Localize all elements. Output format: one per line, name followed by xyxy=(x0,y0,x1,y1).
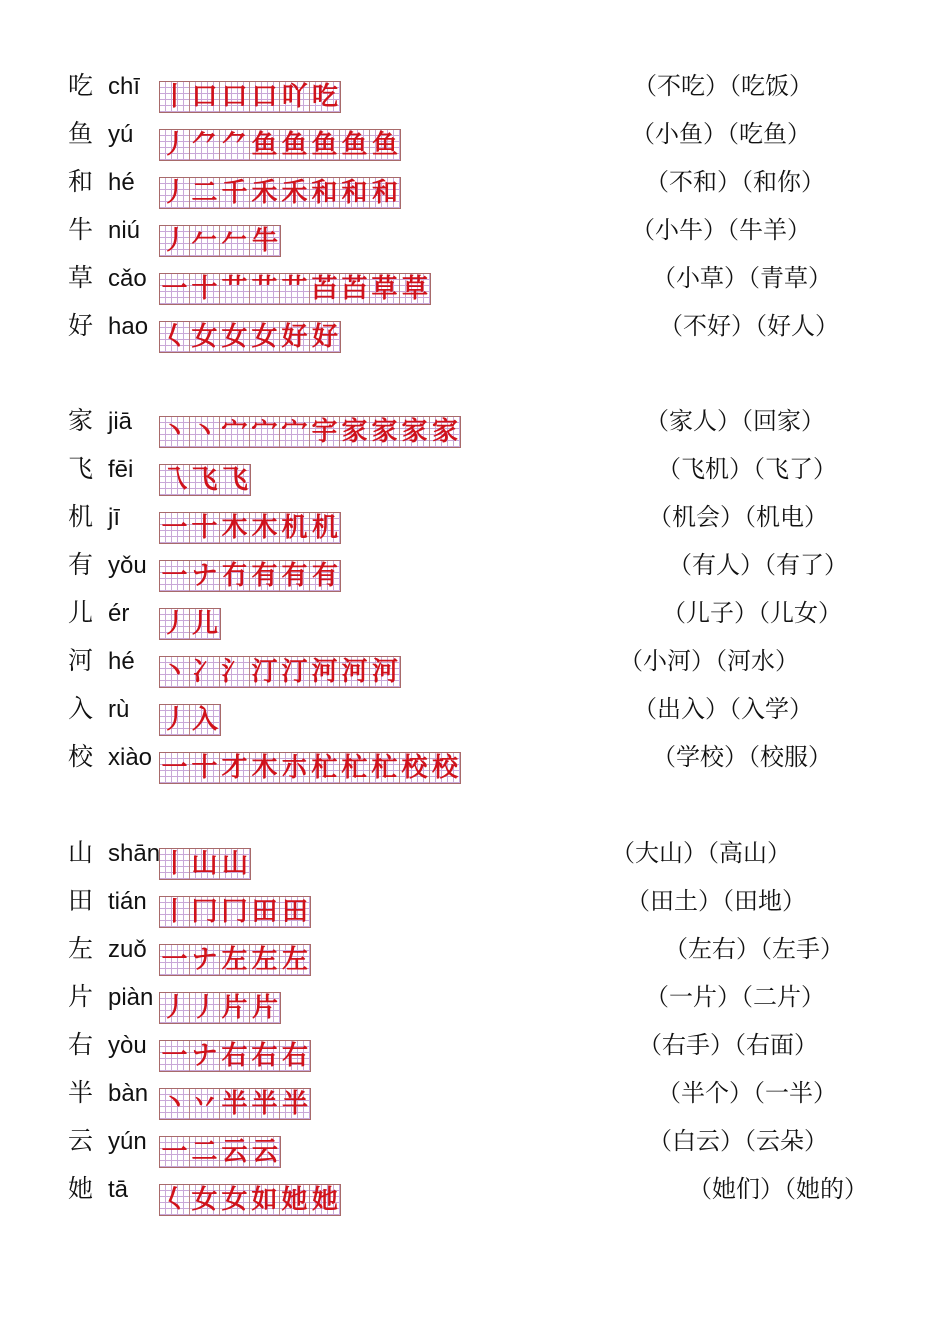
stroke-step: 好 xyxy=(280,322,310,352)
example-words: （她们）（她的） xyxy=(688,1175,868,1203)
stroke-step: 和 xyxy=(340,178,370,208)
character-row xyxy=(0,1077,950,1125)
stroke-step: 丿 xyxy=(160,993,190,1023)
character-row xyxy=(0,262,950,310)
stroke-step: 苩 xyxy=(340,274,370,304)
stroke-order-grid xyxy=(159,896,311,928)
stroke-order-grid xyxy=(159,560,341,592)
character-row xyxy=(0,166,950,214)
stroke-step: 杧 xyxy=(340,753,370,783)
stroke-step: 木 xyxy=(220,513,250,543)
character: 云 xyxy=(68,1126,94,1155)
character-row xyxy=(0,1173,950,1221)
stroke-step: 乁 xyxy=(160,465,190,495)
stroke-step: 口 xyxy=(220,82,250,112)
stroke-order-grid xyxy=(159,992,281,1024)
character: 吃 xyxy=(68,71,94,100)
stroke-step: 家 xyxy=(340,417,370,447)
character: 家 xyxy=(68,406,94,435)
stroke-order-grid xyxy=(159,848,251,880)
character-row xyxy=(0,549,950,597)
stroke-step: 如 xyxy=(250,1185,280,1215)
character: 她 xyxy=(68,1174,94,1203)
stroke-step: 鱼 xyxy=(280,130,310,160)
stroke-step: 丿 xyxy=(160,226,190,256)
stroke-step: 她 xyxy=(280,1185,310,1215)
stroke-step: 右 xyxy=(250,1041,280,1071)
stroke-order-grid xyxy=(159,512,341,544)
stroke-order-grid xyxy=(159,752,461,784)
stroke-step: 冂 xyxy=(220,897,250,927)
stroke-step: 山 xyxy=(221,849,248,879)
stroke-step: 一 xyxy=(160,1137,190,1167)
stroke-step: 一 xyxy=(160,274,190,304)
character-group xyxy=(0,70,950,358)
stroke-step: 片 xyxy=(220,993,250,1023)
stroke-step: 草 xyxy=(370,274,400,304)
example-words: （不和）（和你） xyxy=(645,168,825,196)
example-words: （出入）（入学） xyxy=(633,695,813,723)
example-words: （半个）（一半） xyxy=(657,1079,837,1107)
stroke-order-grid xyxy=(159,944,311,976)
stroke-order-grid xyxy=(159,225,281,257)
stroke-step: 丿 xyxy=(160,705,190,735)
pinyin: yún xyxy=(108,1128,147,1155)
stroke-step: 女 xyxy=(220,1185,250,1215)
example-words: （田土）（田地） xyxy=(626,887,806,915)
character-row xyxy=(0,501,950,549)
stroke-step: 汀 xyxy=(250,657,280,687)
stroke-step: 鱼 xyxy=(371,130,398,160)
stroke-order-grid xyxy=(159,608,221,640)
stroke-order-grid xyxy=(159,177,401,209)
stroke-step: 半 xyxy=(250,1089,280,1119)
stroke-step: 千 xyxy=(220,178,250,208)
pinyin: shān xyxy=(108,840,161,867)
example-words: （有人）（有了） xyxy=(668,551,848,579)
stroke-order-grid xyxy=(159,1136,281,1168)
stroke-step: ナ xyxy=(190,945,220,975)
stroke-step: 丨 xyxy=(160,82,190,112)
pinyin: tián xyxy=(108,888,147,915)
stroke-step: 鱼 xyxy=(340,130,370,160)
character-row xyxy=(0,310,950,358)
character-row xyxy=(0,1029,950,1077)
stroke-step: 丨 xyxy=(160,897,190,927)
stroke-step: 云 xyxy=(220,1137,250,1167)
stroke-step: 𠂉 xyxy=(220,226,250,256)
stroke-step: 丿 xyxy=(160,178,190,208)
stroke-step: 吃 xyxy=(311,82,338,112)
pinyin: rù xyxy=(108,696,130,723)
example-words: （学校）（校服） xyxy=(652,743,832,771)
character-row xyxy=(0,933,950,981)
character: 机 xyxy=(68,502,94,531)
character: 鱼 xyxy=(68,119,94,148)
stroke-step: 艹 xyxy=(280,274,310,304)
example-words: （小草）（青草） xyxy=(652,264,832,292)
stroke-step: ナ xyxy=(190,1041,220,1071)
stroke-step: 半 xyxy=(281,1089,308,1119)
character: 牛 xyxy=(68,215,94,244)
character-row xyxy=(0,118,950,166)
stroke-order-grid xyxy=(159,464,251,496)
stroke-step: 宀 xyxy=(280,417,310,447)
stroke-step: 家 xyxy=(370,417,400,447)
stroke-step: 吖 xyxy=(280,82,310,112)
stroke-step: 杧 xyxy=(310,753,340,783)
stroke-step: 口 xyxy=(250,82,280,112)
stroke-step: 校 xyxy=(400,753,430,783)
stroke-step: 杧 xyxy=(370,753,400,783)
example-words: （家人）（回家） xyxy=(645,407,825,435)
stroke-order-grid xyxy=(159,656,401,688)
stroke-step: 丿 xyxy=(190,993,220,1023)
stroke-step: 田 xyxy=(281,897,308,927)
stroke-step: 草 xyxy=(401,274,428,304)
character: 半 xyxy=(68,1078,94,1107)
stroke-step: 宇 xyxy=(310,417,340,447)
pinyin: cǎo xyxy=(108,265,147,292)
stroke-step: 一 xyxy=(160,1041,190,1071)
character-row xyxy=(0,837,950,885)
character: 好 xyxy=(68,311,94,340)
character: 山 xyxy=(68,838,94,867)
character: 有 xyxy=(68,550,94,579)
stroke-order-grid xyxy=(159,704,221,736)
character-row xyxy=(0,1125,950,1173)
stroke-step: 丿 xyxy=(160,130,190,160)
stroke-step: 丶 xyxy=(190,417,220,447)
character: 田 xyxy=(68,886,94,915)
example-words: （机会）（机电） xyxy=(648,503,828,531)
character: 入 xyxy=(68,694,94,723)
stroke-step: ナ xyxy=(190,561,220,591)
stroke-step: 二 xyxy=(190,1137,220,1167)
example-words: （小河）（河水） xyxy=(619,647,799,675)
stroke-step: 飞 xyxy=(221,465,248,495)
stroke-step: 云 xyxy=(251,1137,278,1167)
pinyin: hé xyxy=(108,648,135,675)
pinyin: yú xyxy=(108,121,134,148)
stroke-step: 一 xyxy=(160,753,190,783)
stroke-step: 左 xyxy=(250,945,280,975)
stroke-step: 女 xyxy=(190,1185,220,1215)
stroke-step: 河 xyxy=(310,657,340,687)
example-words: （飞机）（飞了） xyxy=(657,455,837,483)
stroke-step: 𡿨 xyxy=(160,1185,190,1215)
stroke-step: 家 xyxy=(431,417,458,447)
stroke-step: 才 xyxy=(220,753,250,783)
stroke-step: 和 xyxy=(371,178,398,208)
stroke-step: 二 xyxy=(190,178,220,208)
stroke-step: 宀 xyxy=(220,417,250,447)
stroke-step: 左 xyxy=(220,945,250,975)
example-words: （一片）（二片） xyxy=(645,983,825,1011)
stroke-order-grid xyxy=(159,321,341,353)
stroke-step: 冫 xyxy=(190,657,220,687)
character-row xyxy=(0,214,950,262)
example-words: （右手）（右面） xyxy=(638,1031,818,1059)
pinyin: xiào xyxy=(108,744,153,771)
pinyin: tā xyxy=(108,1176,129,1203)
stroke-step: 冂 xyxy=(190,897,220,927)
stroke-step: 艹 xyxy=(220,274,250,304)
stroke-step: 她 xyxy=(311,1185,338,1215)
stroke-step: 丶 xyxy=(160,417,190,447)
stroke-step: 女 xyxy=(250,322,280,352)
stroke-step: 右 xyxy=(220,1041,250,1071)
character-group xyxy=(0,405,950,789)
character-row xyxy=(0,693,950,741)
stroke-step: 𠂉 xyxy=(190,226,220,256)
example-words: （儿子）（儿女） xyxy=(662,599,842,627)
stroke-step: 右 xyxy=(281,1041,308,1071)
stroke-step: 家 xyxy=(400,417,430,447)
stroke-step: 鱼 xyxy=(250,130,280,160)
pinyin: ér xyxy=(108,600,130,627)
character-row xyxy=(0,645,950,693)
character-row xyxy=(0,453,950,501)
character: 河 xyxy=(68,646,94,675)
character-row xyxy=(0,597,950,645)
stroke-step: 有 xyxy=(311,561,338,591)
example-words: （小鱼）（吃鱼） xyxy=(631,120,811,148)
stroke-order-grid xyxy=(159,1088,311,1120)
character: 儿 xyxy=(68,598,94,627)
stroke-step: 左 xyxy=(281,945,308,975)
character: 左 xyxy=(68,934,94,963)
stroke-step: 𡿨 xyxy=(160,322,190,352)
stroke-step: 宀 xyxy=(250,417,280,447)
stroke-step: 入 xyxy=(191,705,218,735)
stroke-step: 一 xyxy=(160,561,190,591)
stroke-step: 一 xyxy=(160,513,190,543)
pinyin: niú xyxy=(108,217,141,244)
stroke-step: 禾 xyxy=(250,178,280,208)
character: 和 xyxy=(68,167,94,196)
stroke-step: 好 xyxy=(311,322,338,352)
stroke-order-grid xyxy=(159,81,341,113)
stroke-step: 艹 xyxy=(250,274,280,304)
pinyin: zuǒ xyxy=(108,936,147,963)
character: 飞 xyxy=(68,454,94,483)
stroke-step: 木 xyxy=(250,753,280,783)
character-row xyxy=(0,885,950,933)
stroke-step: 飞 xyxy=(190,465,220,495)
pinyin: fēi xyxy=(108,456,134,483)
stroke-step: 木 xyxy=(250,513,280,543)
pinyin: jiā xyxy=(108,408,133,435)
stroke-step: 河 xyxy=(371,657,398,687)
stroke-step: 女 xyxy=(190,322,220,352)
stroke-step: 禾 xyxy=(280,178,310,208)
character: 片 xyxy=(68,982,94,1011)
stroke-step: 冇 xyxy=(220,561,250,591)
pinyin: jī xyxy=(108,504,120,531)
pinyin: hé xyxy=(108,169,135,196)
stroke-order-grid xyxy=(159,416,461,448)
stroke-step: 有 xyxy=(250,561,280,591)
character-row xyxy=(0,981,950,1029)
example-words: （小牛）（牛羊） xyxy=(631,216,811,244)
example-words: （大山）（高山） xyxy=(611,839,791,867)
character-row xyxy=(0,741,950,789)
pinyin: yǒu xyxy=(108,552,147,579)
character: 草 xyxy=(68,263,94,292)
example-words: （不好）（好人） xyxy=(659,312,839,340)
stroke-step: 丶 xyxy=(160,1089,190,1119)
stroke-step: 丨 xyxy=(160,849,190,879)
stroke-step: 机 xyxy=(311,513,338,543)
stroke-step: 丶 xyxy=(160,657,190,687)
stroke-order-grid xyxy=(159,1040,311,1072)
example-words: （左右）（左手） xyxy=(664,935,844,963)
stroke-step: 氵 xyxy=(220,657,250,687)
stroke-order-grid xyxy=(159,273,431,305)
stroke-step: 机 xyxy=(280,513,310,543)
character: 右 xyxy=(68,1030,94,1059)
stroke-step: 一 xyxy=(160,945,190,975)
stroke-step: 十 xyxy=(190,753,220,783)
pinyin: chī xyxy=(108,73,141,100)
stroke-order-grid xyxy=(159,129,401,161)
pinyin: bàn xyxy=(108,1080,149,1107)
stroke-step: 河 xyxy=(340,657,370,687)
stroke-order-grid xyxy=(159,1184,341,1216)
stroke-step: ⺈ xyxy=(190,130,220,160)
pinyin: piàn xyxy=(108,984,154,1011)
stroke-step: ⺈ xyxy=(220,130,250,160)
character: 校 xyxy=(68,742,94,771)
stroke-step: 有 xyxy=(280,561,310,591)
stroke-step: 半 xyxy=(220,1089,250,1119)
example-words: （不吃）（吃饭） xyxy=(633,72,813,100)
example-words: （白云）（云朵） xyxy=(648,1127,828,1155)
stroke-step: 鱼 xyxy=(310,130,340,160)
stroke-step: 女 xyxy=(220,322,250,352)
stroke-step: 校 xyxy=(431,753,458,783)
stroke-step: 和 xyxy=(310,178,340,208)
stroke-step: 口 xyxy=(190,82,220,112)
pinyin: yòu xyxy=(108,1032,147,1059)
stroke-step: 丿 xyxy=(160,609,190,639)
character-row xyxy=(0,70,950,118)
stroke-step: 牛 xyxy=(251,226,278,256)
stroke-step: 田 xyxy=(250,897,280,927)
stroke-step: 十 xyxy=(190,513,220,543)
stroke-step: 十 xyxy=(190,274,220,304)
stroke-step: 山 xyxy=(190,849,220,879)
character-row xyxy=(0,405,950,453)
stroke-step: 丷 xyxy=(190,1089,220,1119)
stroke-step: 片 xyxy=(251,993,278,1023)
character-group xyxy=(0,837,950,1221)
pinyin: hao xyxy=(108,313,149,340)
stroke-step: 苩 xyxy=(310,274,340,304)
stroke-step: 儿 xyxy=(191,609,218,639)
stroke-step: 汀 xyxy=(280,657,310,687)
stroke-step: 朩 xyxy=(280,753,310,783)
